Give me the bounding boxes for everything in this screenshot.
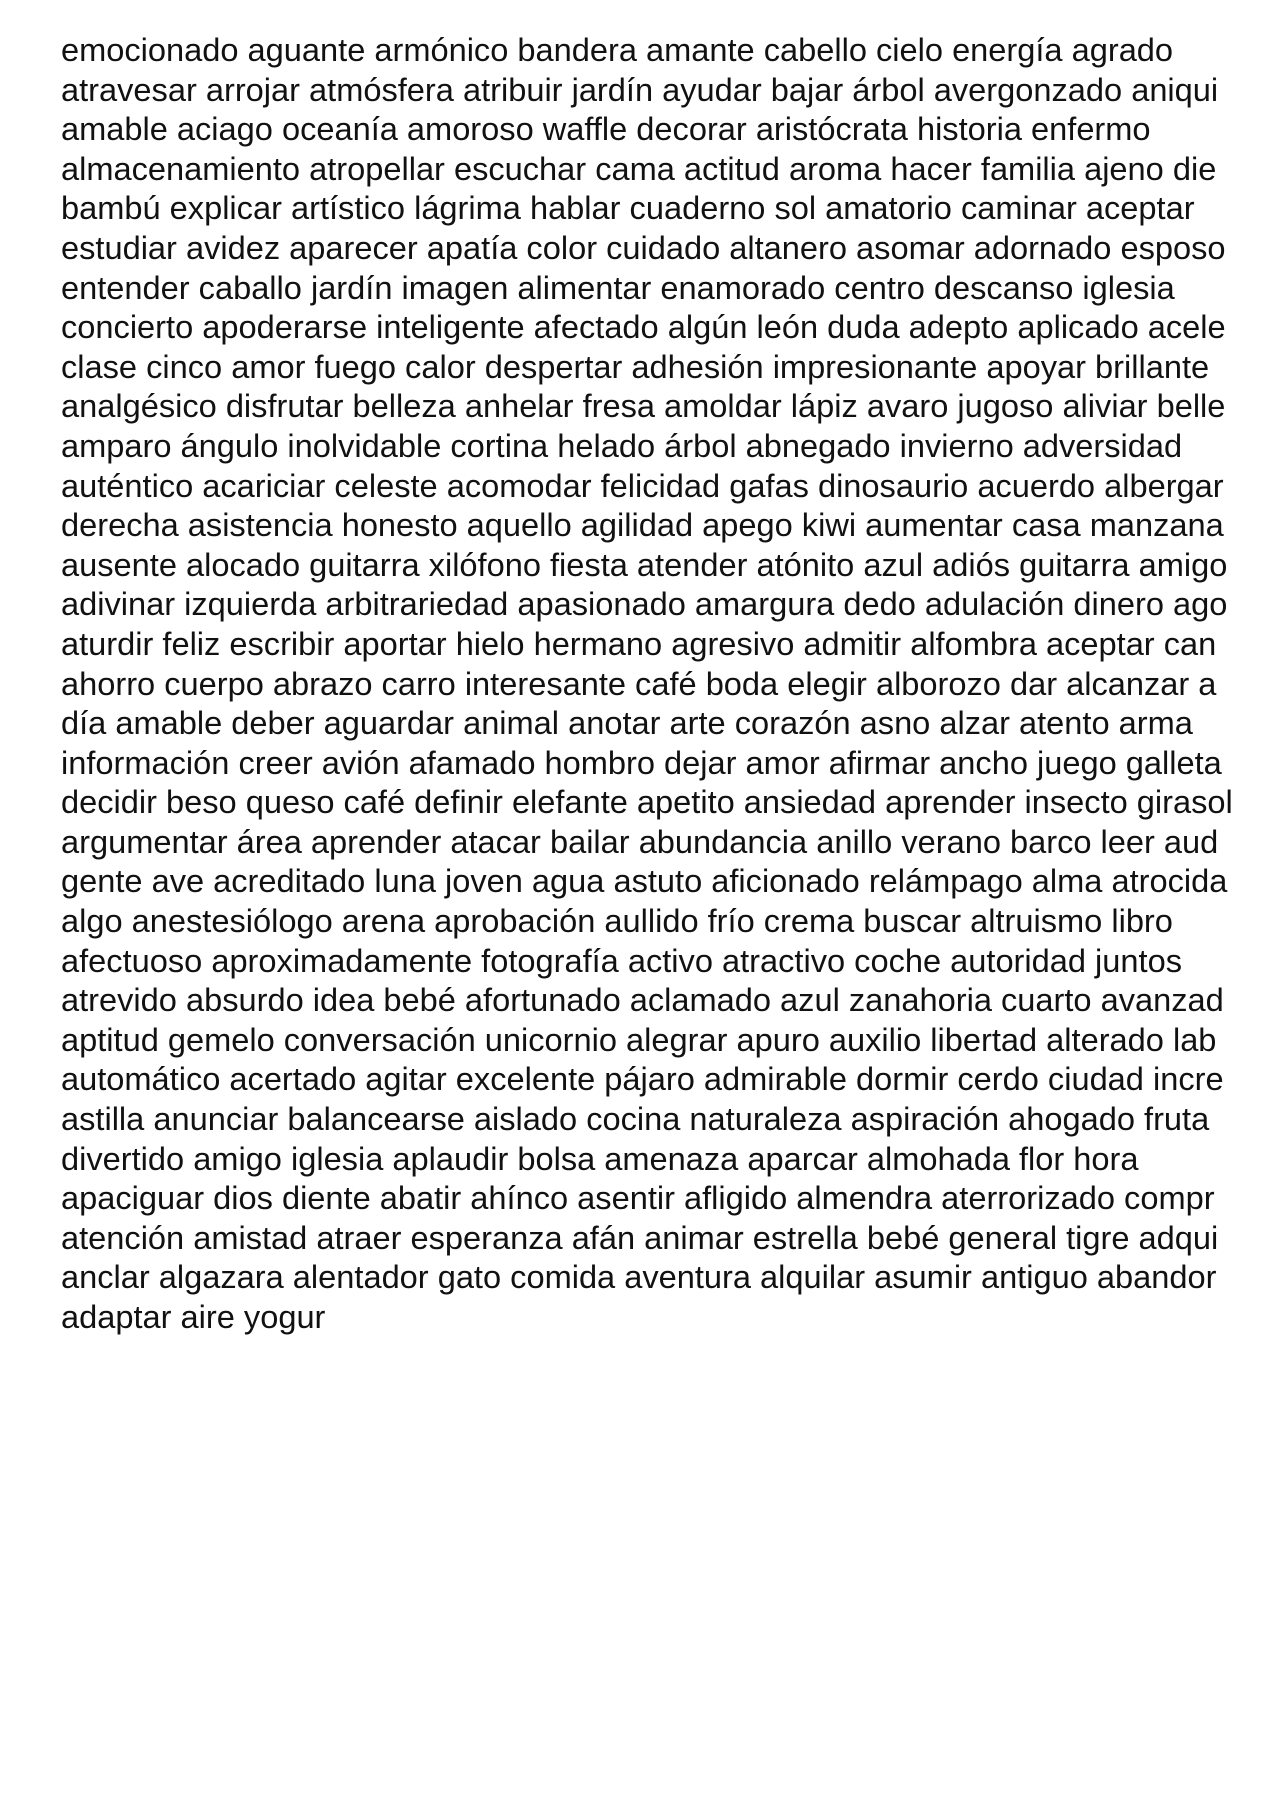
text-line: emocionado aguante armónico bandera amante cabello cielo energía agrado (61, 31, 1174, 68)
text-line: aptitud gemelo conversación unicornio alegrar apuro auxilio libertad alterado lab (61, 1020, 1217, 1058)
text-line: atravesar arrojar atmósfera atribuir jardín ayudar bajar árbol avergonzado aniqui (61, 70, 1219, 108)
text-line: divertido amigo iglesia aplaudir bolsa amenaza aparcar almohada flor hora (61, 1139, 1139, 1177)
text-line: gente ave acreditado luna joven agua astuto aficionado relámpago alma atrocida (61, 862, 1228, 900)
text-line: adaptar aire yogur (61, 1298, 326, 1335)
text-line: bambú explicar artístico lágrima hablar cuaderno sol amatorio caminar aceptar (61, 189, 1195, 227)
text-line: decidir beso queso café definir elefante apetito ansiedad aprender insecto girasol (61, 783, 1233, 821)
text-line: entender caballo jardín imagen alimentar enamorado centro descanso iglesia (61, 268, 1175, 306)
text-line: concierto apoderarse inteligente afectado algún león duda adepto aplicado acele (61, 308, 1226, 346)
text-line: atención amistad atraer esperanza afán animar estrella bebé general tigre adqui (61, 1218, 1219, 1256)
text-line: amparo ángulo inolvidable cortina helado árbol abnegado invierno adversidad (61, 426, 1183, 464)
text-line: argumentar área aprender atacar bailar abundancia anillo verano barco leer aud (61, 822, 1219, 860)
text-line: ausente alocado guitarra xilófono fiesta atender atónito azul adiós guitarra amigo (61, 545, 1228, 583)
text-line: estudiar avidez aparecer apatía color cuidado altanero asomar adornado esposo (61, 228, 1226, 266)
text-line: derecha asistencia honesto aquello agilidad apego kiwi aumentar casa manzana (61, 506, 1224, 544)
text-line: atrevido absurdo idea bebé afortunado aclamado azul zanahoria cuarto avanzad (61, 981, 1224, 1019)
text-line: ahorro cuerpo abrazo carro interesante café boda elegir alborozo dar alcanzar a (61, 664, 1217, 702)
text-line: anclar algazara alentador gato comida aventura alquilar asumir antiguo abandor (61, 1258, 1217, 1296)
text-line: amable aciago oceanía amoroso waffle decorar aristócrata historia enfermo (61, 110, 1151, 148)
text-line: astilla anunciar balancearse aislado cocina naturaleza aspiración ahogado fruta (61, 1100, 1210, 1138)
text-line: aturdir feliz escribir aportar hielo hermano agresivo admitir alfombra aceptar can (61, 624, 1217, 662)
text-line: información creer avión afamado hombro dejar amor afirmar ancho juego galleta (61, 743, 1222, 781)
text-line: algo anestesiólogo arena aprobación aullido frío crema buscar altruismo libro (61, 902, 1173, 940)
text-line: almacenamiento atropellar escuchar cama actitud aroma hacer familia ajeno die (61, 149, 1217, 187)
word-list-text (61, 30, 1280, 1337)
text-line: automático acertado agitar excelente pájaro admirable dormir cerdo ciudad incre (61, 1060, 1224, 1098)
text-line: clase cinco amor fuego calor despertar adhesión impresionante apoyar brillante (61, 347, 1210, 385)
text-line: adivinar izquierda arbitrariedad apasionado amargura dedo adulación dinero ago (61, 585, 1228, 623)
text-line: apaciguar dios diente abatir ahínco asentir afligido almendra aterrorizado compr (61, 1179, 1215, 1217)
text-line: analgésico disfrutar belleza anhelar fresa amoldar lápiz avaro jugoso aliviar belle (61, 387, 1226, 425)
text-line: afectuoso aproximadamente fotografía activo atractivo coche autoridad juntos (61, 941, 1182, 979)
text-line: auténtico acariciar celeste acomodar felicidad gafas dinosaurio acuerdo albergar (61, 466, 1224, 504)
text-line: día amable deber aguardar animal anotar arte corazón asno alzar atento arma (61, 704, 1193, 742)
